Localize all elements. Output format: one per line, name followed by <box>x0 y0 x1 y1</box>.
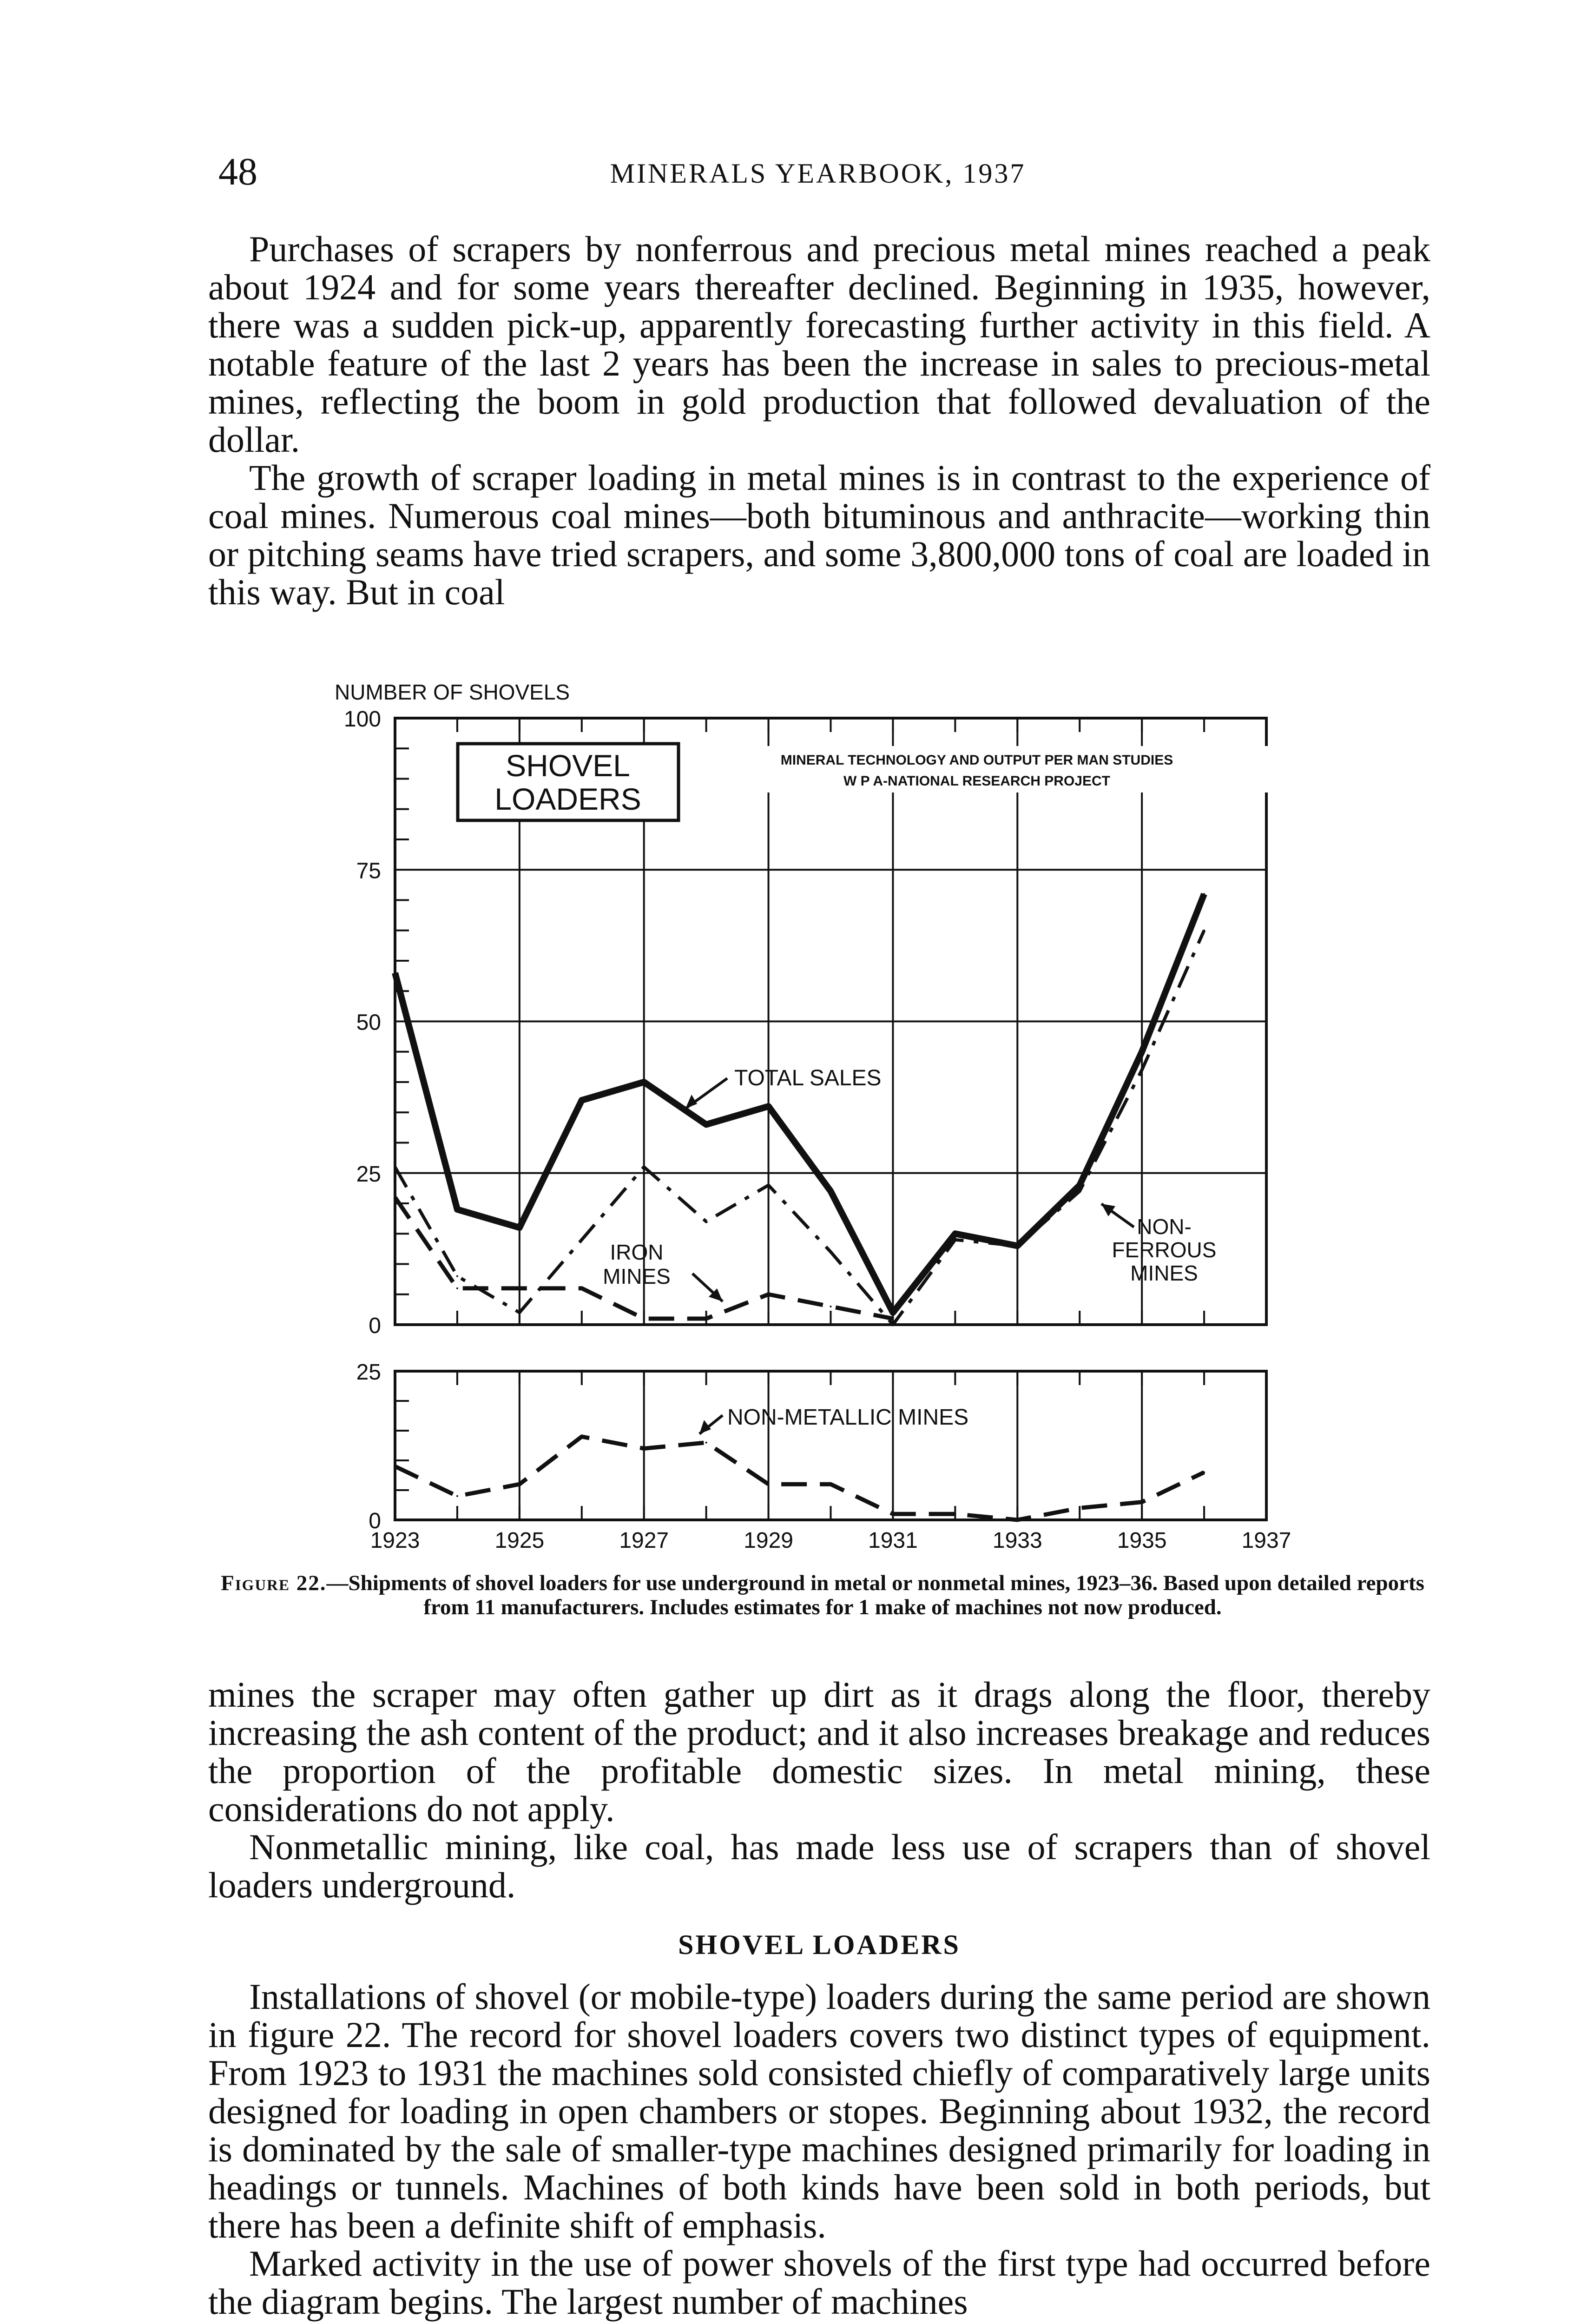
data-point <box>394 1466 396 1467</box>
caption-text: —Shipments of shovel loaders for use underground in metal or nonmetal mines, 1923–36. Based upon detailed reports from 11 manufacturers. Includes estimates for 1 make of machines not now produced. <box>326 1571 1424 1619</box>
data-point <box>394 972 396 974</box>
data-point <box>768 1105 770 1107</box>
paragraph: Marked activity in the use of power shovels of the first type had occurred before the diagram begins. The largest number of machines <box>208 2243 1430 2322</box>
data-point <box>456 1275 458 1277</box>
series-annotations <box>603 1066 1216 1434</box>
series-line-total-sales <box>395 894 1204 1312</box>
data-point <box>705 1442 707 1444</box>
data-point <box>519 1483 520 1485</box>
paragraph: Installations of shovel (or mobile-type) loaders during the same period are shown in figure 22. The record for shovel loaders covers two distinct types of equipment. From 1923 to 1931 the machines sold consisted chiefly of comparatively large units designed for loading in open chambers or stopes. Beginning about 1932, the record is dominated by the sale of smaller-type machines designed primarily for loading in headings or tunnels. Machines of both kinds have been sold in both periods, but there has been a definite shift of emphasis. <box>208 1976 1430 2245</box>
top-chart-series <box>394 893 1205 1326</box>
label-iron-mines-2: MINES <box>603 1264 671 1288</box>
y-tick-label: 25 <box>356 1360 381 1385</box>
data-point <box>643 1081 645 1083</box>
label-nonferrous-3: MINES <box>1130 1261 1198 1285</box>
label-iron-mines-1: IRON <box>610 1240 664 1264</box>
data-point <box>705 1221 707 1222</box>
y-tick-label: 75 <box>356 858 381 884</box>
x-tick-label: 1935 <box>1117 1528 1167 1553</box>
series-line-non-ferrous-mines <box>395 931 1204 1325</box>
data-point <box>1079 1184 1080 1186</box>
top-y-tick-labels <box>344 707 381 1338</box>
title-line-1: SHOVEL <box>506 748 630 783</box>
data-point <box>705 1123 707 1125</box>
y-tick-label: 25 <box>356 1162 381 1187</box>
data-point <box>954 1233 956 1235</box>
arrowhead-nonferrous <box>1101 1204 1115 1216</box>
label-nonmetallic: NON-METALLIC MINES <box>727 1405 969 1430</box>
data-point <box>1141 1051 1143 1053</box>
data-point <box>1203 930 1205 931</box>
bottom-chart-grid <box>395 1371 1266 1520</box>
data-point <box>1079 1507 1080 1509</box>
data-point <box>456 1495 458 1497</box>
page-number: 48 <box>218 150 257 193</box>
section-heading: SHOVEL LOADERS <box>678 1929 961 1960</box>
x-tick-label: 1923 <box>370 1528 420 1553</box>
x-tick-label: 1925 <box>494 1528 545 1553</box>
x-tick-label: 1927 <box>619 1528 669 1553</box>
bottom-chart-series <box>394 1436 1205 1521</box>
y-axis-label: NUMBER OF SHOVELS <box>335 680 570 704</box>
data-point <box>892 1318 894 1320</box>
data-point <box>1203 1472 1205 1473</box>
data-point <box>519 1312 520 1314</box>
y-tick-label: 0 <box>369 1509 381 1533</box>
x-tick-labels <box>370 1528 1291 1553</box>
data-point <box>954 1239 956 1241</box>
data-point <box>394 1166 396 1168</box>
arrowhead-total-sales <box>685 1095 697 1109</box>
title-line-2: LOADERS <box>494 782 641 816</box>
data-point <box>581 1239 583 1241</box>
data-point <box>768 1184 770 1186</box>
data-point <box>768 1483 770 1485</box>
data-point <box>1016 1245 1018 1247</box>
data-point <box>581 1099 583 1101</box>
caption-label: Figure 22. <box>221 1571 327 1595</box>
data-point <box>1141 1069 1143 1071</box>
x-tick-label: 1937 <box>1241 1528 1291 1553</box>
bottom-y-tick-labels <box>356 1360 381 1533</box>
data-point <box>705 1318 707 1320</box>
data-point <box>768 1294 770 1295</box>
bottom-chart-frame <box>395 1371 1266 1520</box>
data-point <box>456 1208 458 1210</box>
data-point <box>394 1196 396 1198</box>
data-point <box>519 1287 520 1289</box>
y-tick-label: 50 <box>356 1010 381 1035</box>
data-point <box>892 1312 894 1314</box>
y-tick-label: 100 <box>343 707 381 732</box>
series-line-non-metallic-mines <box>395 1437 1204 1520</box>
data-point <box>519 1227 520 1228</box>
data-point <box>954 1513 956 1515</box>
x-tick-label: 1931 <box>868 1528 918 1553</box>
data-point <box>1203 893 1205 895</box>
data-point <box>643 1447 645 1449</box>
figure-caption <box>204 1571 1441 1619</box>
data-point <box>830 1306 832 1307</box>
data-point <box>581 1287 583 1289</box>
data-point <box>581 1436 583 1438</box>
text-block-bottom <box>208 1978 1430 2321</box>
data-point <box>643 1318 645 1320</box>
credit-line-2: W P A-NATIONAL RESEARCH PROJECT <box>843 773 1110 789</box>
label-nonferrous-2: FERROUS <box>1112 1238 1217 1262</box>
data-point <box>1079 1190 1080 1192</box>
credit-line-1: MINERAL TECHNOLOGY AND OUTPUT PER MAN STUDIES <box>780 753 1173 768</box>
data-point <box>892 1324 894 1326</box>
text-block-middle <box>208 1676 1430 1904</box>
data-point <box>830 1483 832 1485</box>
paragraph: The growth of scraper loading in metal mines is in contrast to the experience of coal mines. Numerous coal mines—both bituminous and anthracite—working thin or pitching seams have tried scrapers, and some 3,800,000 tons of coal are loaded in this way. But in coal <box>208 457 1430 612</box>
x-tick-label: 1933 <box>992 1528 1042 1553</box>
x-tick-label: 1929 <box>744 1528 793 1553</box>
paragraph: Purchases of scrapers by nonferrous and precious metal mines reached a peak about 1924 and for some years thereafter declined. Beginning in 1935, however, there was a sudden pick-up, apparently forecasting further activity in this field. A notable feature of the last 2 years has been the increase in sales to precious-metal mines, reflecting the boom in gold production that followed devaluation of the dollar. <box>208 229 1430 460</box>
data-point <box>456 1287 458 1289</box>
running-head: MINERALS YEARBOOK, 1937 <box>610 158 1026 189</box>
paragraph: mines the scraper may often gather up dirt as it drags along the floor, thereby increasing the ash content of the product; and it also increases breakage and reduces the proportion of the profitable domestic sizes. In metal mining, these considerations do not apply. <box>208 1674 1430 1829</box>
label-total-sales: TOTAL SALES <box>734 1066 882 1090</box>
data-point <box>830 1190 832 1192</box>
arrowhead-nonmetallic <box>699 1420 711 1434</box>
y-tick-label: 0 <box>369 1314 381 1338</box>
data-point <box>1016 1519 1018 1521</box>
paragraph: Nonmetallic mining, like coal, has made less use of scrapers than of shovel loaders underground. <box>208 1827 1430 1905</box>
data-point <box>830 1251 832 1253</box>
data-point <box>892 1513 894 1515</box>
label-nonferrous-1: NON- <box>1137 1215 1192 1239</box>
data-point <box>1141 1501 1143 1503</box>
data-point <box>643 1166 645 1168</box>
